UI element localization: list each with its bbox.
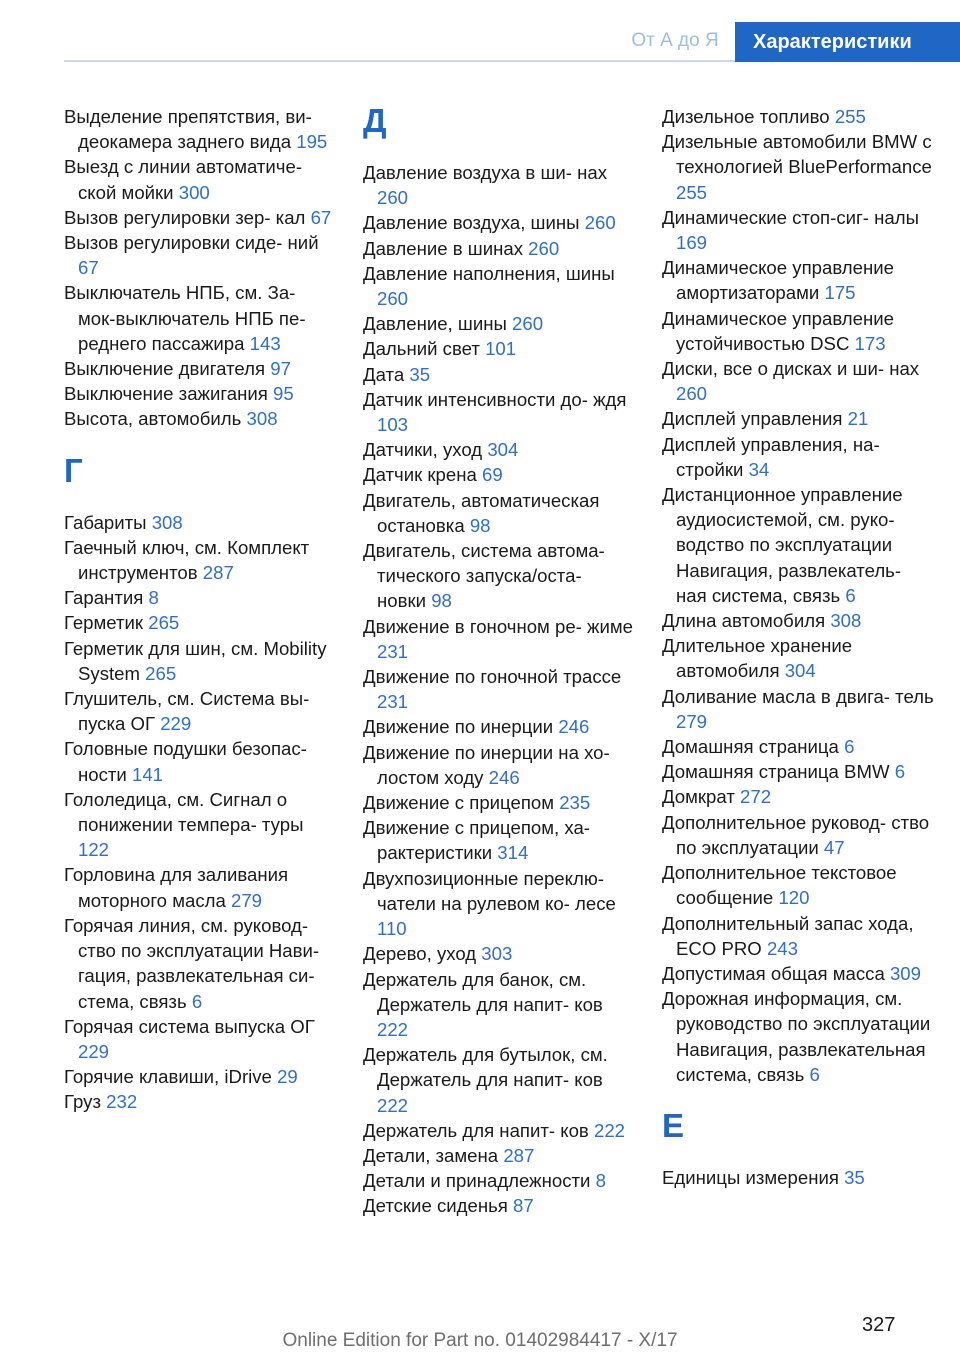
index-entry-text: Выключение зажигания (64, 383, 268, 405)
index-entry-text: Динамическое управление устойчивостью DSC (662, 307, 894, 354)
index-entry-text: Движение по инерции (363, 716, 554, 738)
index-page-link[interactable]: 265 (148, 612, 180, 634)
index-entry (363, 714, 635, 739)
index-entry (662, 961, 934, 986)
index-page-link[interactable]: 95 (273, 383, 294, 405)
index-page-link[interactable]: 308 (830, 610, 862, 632)
index-entry (662, 104, 934, 129)
index-entry (64, 356, 336, 381)
index-page-link[interactable]: 222 (593, 1119, 626, 1141)
index-entry (363, 866, 635, 942)
index-entry (662, 684, 934, 734)
index-page-link[interactable]: 287 (503, 1144, 535, 1166)
index-entry (662, 306, 934, 356)
index-page-link[interactable]: 141 (131, 763, 164, 785)
header-section-label: От А до Я (631, 30, 719, 51)
index-entry-text: Горячая линия, см. руковод‐ ство по эксплуатации Нави‐ гация, развлекательная си‐ стема, связь (64, 914, 320, 1012)
index-entry (363, 740, 635, 790)
index-page-link[interactable]: 6 (191, 990, 203, 1012)
index-page-link[interactable]: 47 (823, 836, 845, 858)
index-entry-text: Детали, замена (363, 1144, 499, 1166)
index-entry (662, 205, 934, 255)
index-entry-text: Двухпозиционные переклю‐ чатели на рулевом ко‐ лесе (363, 867, 616, 914)
index-entry-text: Диски, все о дисках и ши‐ нах (662, 358, 920, 380)
index-entry-text: Давление, шины (363, 313, 507, 335)
index-page-link[interactable]: 222 (377, 1018, 409, 1040)
index-page-link[interactable]: 169 (676, 232, 708, 254)
index-page-link[interactable]: 21 (847, 408, 869, 430)
index-entry (64, 154, 336, 204)
index-entry (64, 1089, 336, 1114)
index-entry-text: Дизельные автомобили BMW с технологией BluePerformance (662, 131, 932, 178)
index-page-link[interactable]: 255 (834, 106, 866, 127)
index-entry-text: Движение по гоночной трассе (363, 666, 622, 688)
index-entry-text: Домашняя страница BMW (662, 761, 890, 783)
index-page-link[interactable]: 35 (409, 363, 431, 385)
index-entry (64, 636, 336, 686)
index-entry (363, 336, 635, 361)
index-entry (64, 1064, 336, 1089)
index-page-link[interactable]: 110 (377, 918, 407, 940)
index-entry-text: Дальний свет (363, 338, 480, 360)
index-page-link[interactable]: 279 (676, 710, 708, 732)
index-entry (363, 614, 635, 664)
index-page-link[interactable]: 222 (377, 1094, 409, 1116)
index-entry (363, 387, 635, 437)
index-entry-text: Дизельное топливо (662, 106, 830, 127)
index-entry-text: Вызов регулировки зер‐ кал (64, 206, 306, 228)
index-page-link[interactable]: 235 (559, 792, 591, 814)
index-entry (363, 311, 635, 336)
index-entry-text: Датчик интенсивности до‐ ждя (363, 388, 627, 410)
index-page-link[interactable]: 98 (431, 590, 452, 612)
index-entry-text: Дополнительное руковод‐ ство по эксплуатации (662, 811, 930, 858)
index-entry (662, 406, 934, 431)
index-entry-text: Давление наполнения, шины (363, 262, 615, 284)
index-page-link[interactable]: 232 (106, 1091, 138, 1113)
index-page-link[interactable]: 265 (145, 662, 177, 684)
index-page-link[interactable]: 300 (178, 181, 210, 203)
index-entry (64, 862, 336, 912)
index-entry (662, 759, 934, 784)
index-entry (363, 160, 635, 210)
index-entry (363, 362, 635, 387)
index-entry (662, 911, 934, 961)
index-entry (363, 462, 635, 487)
index-entry-text: Единицы измерения (662, 1166, 839, 1188)
index-entry-text: Держатель для напит‐ ков (363, 1119, 589, 1141)
index-entry-text: Гололедица, см. Сигнал о понижении темпера‐ туры (64, 788, 304, 836)
index-entry-text: Глушитель, см. Система вы‐ пуска ОГ (64, 688, 310, 735)
index-entry (363, 1193, 635, 1218)
index-page-link[interactable]: 173 (854, 332, 886, 354)
index-entry-text: Выключатель НПБ, см. За‐ мок-выключатель НПБ пе‐ реднего пассажира (64, 282, 306, 354)
index-page-link[interactable]: 229 (78, 1040, 110, 1062)
index-entry (363, 1042, 635, 1118)
index-page-link[interactable]: 314 (497, 842, 529, 864)
index-page-link[interactable]: 279 (230, 889, 263, 911)
index-column-1 (64, 104, 336, 1115)
index-letter-heading: Г (64, 451, 83, 489)
index-page-link[interactable]: 143 (249, 332, 281, 354)
index-page-link[interactable]: 246 (488, 766, 520, 788)
index-entry (64, 585, 336, 610)
header-chapter-tab: Характеристики (735, 22, 960, 62)
index-entry (363, 664, 635, 714)
index-entry-text: Дистанционное управление аудиосистемой, см. руко‐ водство по эксплуатации Навигация, развлекатель‐ ная система, связь (662, 484, 903, 606)
index-page-link[interactable]: 231 (377, 640, 409, 662)
index-page-link[interactable]: 6 (894, 761, 906, 783)
index-page-link[interactable]: 6 (844, 736, 855, 758)
index-entry (64, 1014, 336, 1064)
index-page-link[interactable]: 272 (740, 786, 772, 808)
index-entry (64, 230, 336, 280)
index-entry (363, 815, 635, 865)
index-entry (363, 538, 635, 614)
index-page-link[interactable]: 67 (78, 257, 99, 279)
index-entry (64, 535, 336, 585)
index-entry-text: Герметик для шин, см. Mobility System (64, 637, 327, 684)
index-page-link[interactable]: 8 (595, 1170, 606, 1192)
index-entry (64, 381, 336, 406)
index-page-link[interactable]: 260 (512, 313, 544, 335)
index-entry-text: Герметик (64, 612, 144, 634)
index-entry-text: Динамические стоп-сиг‐ налы (662, 206, 919, 228)
index-page-link[interactable]: 308 (151, 511, 183, 533)
index-page-link[interactable]: 260 (377, 288, 409, 310)
index-entry (662, 734, 934, 759)
index-entry (363, 1168, 635, 1193)
index-entry (64, 787, 336, 863)
index-entry-text: Движение в гоночном ре‐ жиме (363, 615, 633, 637)
index-entry (363, 790, 635, 815)
page-number: 327 (862, 1314, 896, 1336)
index-entry-text: Домашняя страница (662, 736, 839, 758)
index-page-link[interactable]: 195 (296, 131, 328, 153)
index-page-link[interactable]: 260 (377, 187, 409, 209)
index-entry (662, 129, 934, 205)
index-page-link[interactable]: 6 (809, 1063, 820, 1085)
index-entry-text: Давление воздуха, шины (363, 212, 580, 234)
index-entry-text: Горловина для заливания моторного масла (64, 864, 289, 911)
index-entry-text: Габариты (64, 511, 147, 533)
index-entry (662, 810, 934, 860)
index-page-link[interactable]: 122 (78, 839, 110, 861)
index-page-link[interactable]: 103 (377, 414, 409, 436)
index-page-link[interactable]: 97 (270, 358, 291, 380)
index-page-link[interactable]: 101 (485, 338, 517, 360)
index-entry-text: Выезд с линии автоматиче‐ ской мойки (64, 156, 303, 203)
index-entry (363, 967, 635, 1043)
index-entry (662, 784, 934, 809)
index-page-link[interactable]: 175 (824, 282, 856, 304)
index-page-link[interactable]: 304 (487, 439, 519, 461)
index-entry-text: Держатель для банок, см. Держатель для напит‐ ков (363, 968, 603, 1015)
index-entry-text: Дата (363, 363, 405, 385)
index-entry-text: Держатель для бутылок, см. Держатель для напит‐ ков (363, 1044, 608, 1091)
index-entry-text: Горячая система выпуска ОГ (64, 1015, 315, 1037)
index-page-link[interactable]: 304 (784, 660, 816, 682)
index-entry (662, 1165, 934, 1190)
index-letter-heading: Д (363, 102, 387, 139)
index-entry (64, 610, 336, 635)
index-entry (64, 686, 336, 736)
index-entry (64, 510, 336, 535)
index-entry (363, 437, 635, 462)
index-entry-text: Давление воздуха в ши‐ нах (363, 162, 608, 183)
index-entry (662, 608, 934, 633)
index-entry-text: Датчик крена (363, 464, 477, 486)
index-page-link[interactable]: 67 (310, 206, 332, 228)
footer-edition: Online Edition for Part no. 01402984417 - X/17 (282, 1330, 678, 1351)
index-page-link[interactable]: 308 (246, 408, 278, 430)
index-page-link[interactable]: 255 (676, 181, 708, 203)
index-entry (64, 736, 336, 786)
index-entry (363, 1118, 635, 1143)
index-page-link[interactable]: 309 (889, 962, 921, 984)
index-page-link[interactable]: 246 (558, 716, 590, 738)
index-page-link[interactable]: 120 (778, 887, 810, 909)
index-page-link[interactable]: 34 (748, 458, 770, 480)
index-entry-text: Домкрат (662, 786, 735, 808)
index-entry (64, 205, 336, 230)
index-entry (64, 913, 336, 1014)
index-entry-text: Длительное хранение автомобиля (662, 635, 853, 682)
index-entry-text: Дисплей управления (662, 408, 843, 430)
index-entry (363, 236, 635, 261)
index-page-link[interactable]: 260 (584, 212, 616, 234)
index-entry-text: Доливание масла в двига‐ тель (662, 685, 934, 707)
index-entry-text: Дополнительный запас хода, ECO PRO (662, 912, 914, 959)
index-page-link[interactable]: 6 (845, 584, 856, 606)
index-page-link[interactable]: 243 (766, 937, 798, 959)
index-entry (363, 1143, 635, 1168)
index-entry (662, 482, 934, 608)
index-page-link[interactable]: 35 (844, 1166, 865, 1188)
index-entry (64, 406, 336, 431)
index-entry (662, 356, 934, 406)
index-page-link[interactable]: 303 (481, 943, 513, 965)
index-entry-text: Давление в шинах (363, 237, 523, 259)
index-page-link[interactable]: 287 (202, 562, 234, 584)
index-page-link[interactable]: 260 (528, 237, 560, 259)
index-page-link[interactable]: 260 (676, 383, 708, 405)
index-entry (64, 104, 336, 154)
index-letter-heading: Е (662, 1106, 685, 1144)
index-entry-text: Детали и принадлежности (363, 1170, 591, 1192)
index-entry-text: Дерево, уход (363, 943, 477, 965)
index-entry (363, 261, 635, 311)
index-entry-text: Горячие клавиши, iDrive (64, 1066, 272, 1088)
index-entry-text: Датчики, уход (363, 439, 483, 461)
index-entry-text: Допустимая общая масса (662, 962, 885, 984)
index-entry-text: Выключение двигателя (64, 358, 266, 380)
index-page-link[interactable]: 231 (377, 691, 409, 713)
index-entry-text: Головные подушки безопас‐ ности (64, 738, 307, 785)
index-column-3 (662, 104, 934, 1190)
index-entry-text: Длина автомобиля (662, 610, 826, 632)
index-entry (662, 860, 934, 910)
index-entry-text: Дорожная информация, см. руководство по эксплуатации Навигация, развлекательная система, связь (662, 988, 931, 1085)
index-page-link[interactable]: 87 (513, 1195, 534, 1217)
index-entry-text: Вызов регулировки сиде‐ ний (64, 232, 319, 254)
index-entry (662, 255, 934, 305)
index-entry (363, 941, 635, 966)
index-entry-text: Высота, автомобиль (64, 408, 242, 430)
index-page-link[interactable]: 69 (482, 464, 503, 486)
index-page-link[interactable]: 8 (148, 587, 159, 609)
index-entry-text: Выделение препятствия, ви‐ деокамера заднего вида (64, 106, 312, 153)
index-entry-text: Дополнительное текстовое сообщение (662, 862, 897, 909)
index-entry-text: Динамическое управление амортизаторами (662, 257, 894, 304)
index-entry (363, 210, 635, 235)
index-entry-text: Гаечный ключ, см. Комплект инструментов (64, 536, 310, 584)
index-entry (662, 432, 934, 482)
index-entry (662, 986, 934, 1087)
index-entry-text: Детские сиденья (363, 1195, 508, 1217)
index-entry-text: Гарантия (64, 587, 144, 609)
index-page-link[interactable]: 98 (469, 514, 491, 536)
index-page-link[interactable]: 229 (160, 713, 192, 735)
index-entry-text: Груз (64, 1091, 101, 1113)
index-column-2 (363, 104, 635, 1219)
index-entry-text: Дисплей управления, на‐ стройки (662, 433, 880, 480)
index-entry-text: Двигатель, автоматическая остановка (363, 489, 600, 536)
index-entry (363, 488, 635, 538)
index-entry (64, 280, 336, 356)
index-entry (662, 633, 934, 683)
index-entry-text: Двигатель, система автома‐ тического запуска/оста‐ новки (363, 540, 605, 612)
index-page-link[interactable]: 29 (277, 1066, 298, 1088)
index-entry-text: Движение по инерции на хо‐ лостом ходу (363, 741, 610, 788)
index-entry-text: Движение с прицепом, ха‐ рактеристики (363, 817, 590, 864)
index-entry-text: Движение с прицепом (363, 792, 555, 814)
